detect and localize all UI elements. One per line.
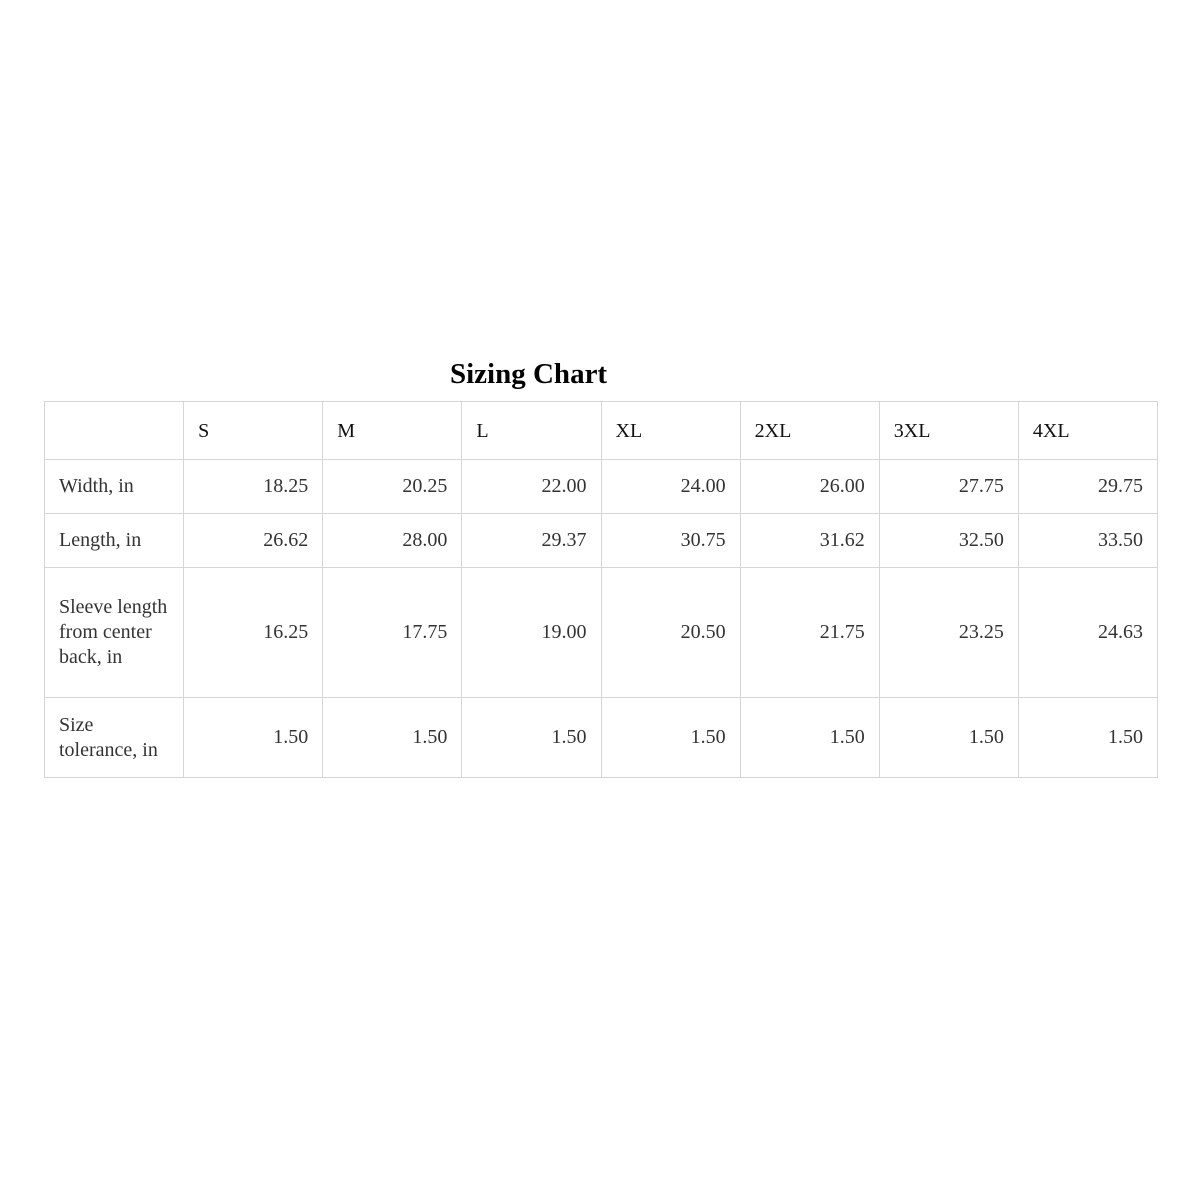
page-title: Sizing Chart: [450, 358, 608, 390]
value-cell: 30.75: [601, 514, 740, 568]
table-row: [45, 514, 1158, 568]
value-cell: 20.25: [323, 460, 462, 514]
value-cell: 29.75: [1018, 460, 1157, 514]
value-cell: 21.75: [740, 568, 879, 698]
value-cell: 20.50: [601, 568, 740, 698]
value-cell: 24.63: [1018, 568, 1157, 698]
value-cell: 23.25: [879, 568, 1018, 698]
value-cell: 22.00: [462, 460, 601, 514]
value-cell: 16.25: [184, 568, 323, 698]
value-cell: 28.00: [323, 514, 462, 568]
size-header: 3XL: [879, 402, 1018, 460]
sizing-table: [44, 401, 1158, 778]
table-row: [45, 460, 1158, 514]
value-cell: 19.00: [462, 568, 601, 698]
value-cell: 29.37: [462, 514, 601, 568]
value-cell: 17.75: [323, 568, 462, 698]
row-label: Width, in: [45, 460, 184, 514]
size-header: L: [462, 402, 601, 460]
table-header-row: [45, 402, 1158, 460]
value-cell: 1.50: [323, 698, 462, 778]
value-cell: 1.50: [184, 698, 323, 778]
value-cell: 1.50: [740, 698, 879, 778]
value-cell: 31.62: [740, 514, 879, 568]
value-cell: 26.62: [184, 514, 323, 568]
row-label: Length, in: [45, 514, 184, 568]
header-corner-cell: [45, 402, 184, 460]
size-header: S: [184, 402, 323, 460]
value-cell: 18.25: [184, 460, 323, 514]
size-header: 2XL: [740, 402, 879, 460]
table-row: [45, 568, 1158, 698]
table-row: [45, 698, 1158, 778]
value-cell: 32.50: [879, 514, 1018, 568]
value-cell: 1.50: [462, 698, 601, 778]
value-cell: 26.00: [740, 460, 879, 514]
value-cell: 1.50: [601, 698, 740, 778]
value-cell: 33.50: [1018, 514, 1157, 568]
row-label: Size tolerance, in: [45, 698, 184, 778]
value-cell: 1.50: [1018, 698, 1157, 778]
row-label: Sleeve length from center back, in: [45, 568, 184, 698]
value-cell: 1.50: [879, 698, 1018, 778]
size-header: XL: [601, 402, 740, 460]
size-header: 4XL: [1018, 402, 1157, 460]
value-cell: 27.75: [879, 460, 1018, 514]
value-cell: 24.00: [601, 460, 740, 514]
size-header: M: [323, 402, 462, 460]
